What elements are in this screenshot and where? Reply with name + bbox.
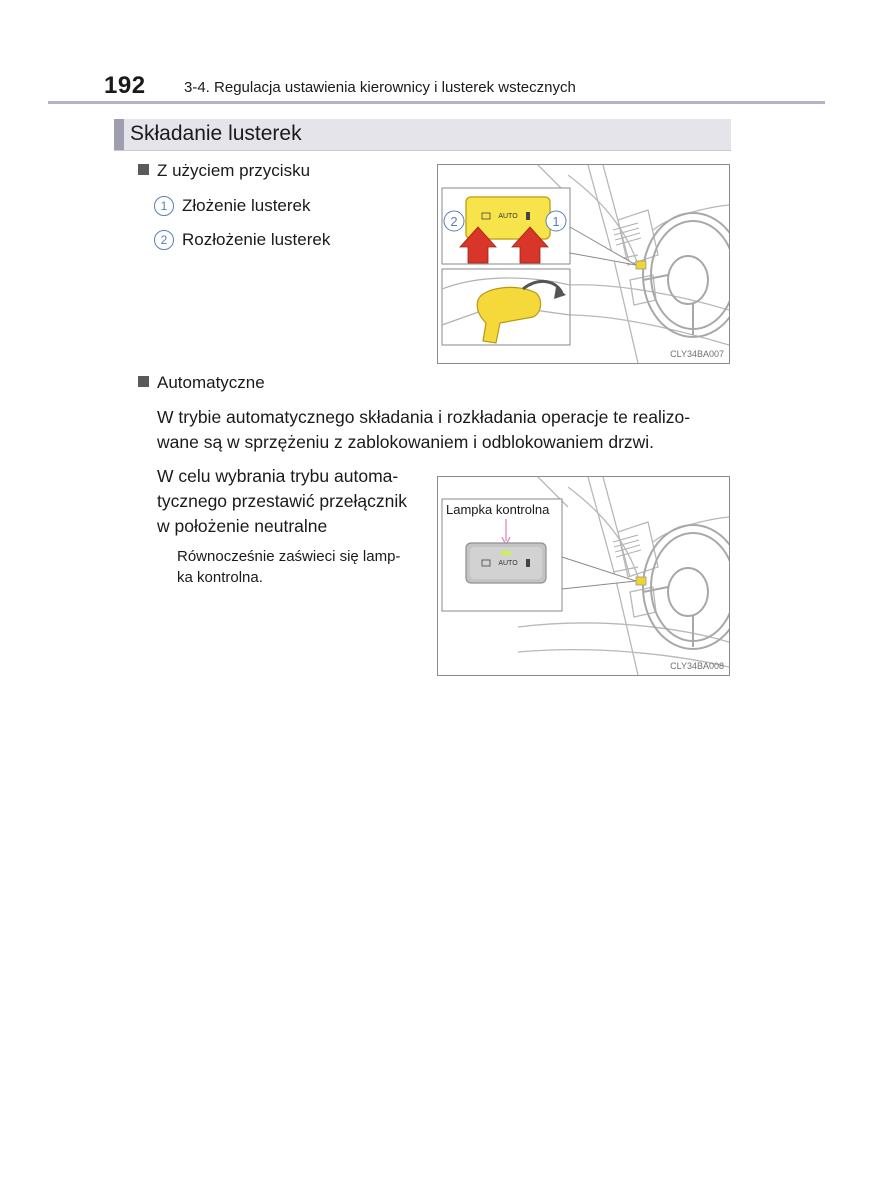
square-bullet-icon — [138, 376, 149, 387]
list-item — [154, 196, 311, 216]
paragraph-line: tycznego przestawić przełącznik — [157, 491, 407, 511]
list-item-text: Złożenie lusterek — [182, 196, 311, 215]
switch-label: AUTO — [498, 560, 518, 567]
figure-indicator-lamp — [437, 476, 730, 676]
header-rule — [48, 101, 825, 104]
figure-code: CLY34BA008 — [670, 661, 724, 671]
circled-number: 2 — [154, 230, 174, 250]
dashboard-illustration — [438, 165, 729, 363]
switch-label: AUTO — [498, 213, 518, 220]
list-item — [154, 230, 330, 250]
paragraph-line: wane są w sprzężeniu z zablokowaniem i odblokowaniem drzwi. — [157, 432, 655, 452]
section-title: Składanie lusterek — [130, 122, 302, 145]
lamp-label: Lampka kontrolna — [446, 502, 550, 517]
list-item-text: Rozłożenie lusterek — [182, 230, 331, 249]
figure-code: CLY34BA007 — [670, 349, 724, 359]
circled-number: 1 — [154, 196, 174, 216]
section-header — [114, 119, 731, 151]
section-accent — [114, 119, 124, 150]
running-head: 3-4. Regulacja ustawienia kierownicy i lusterek wstecznych — [184, 79, 576, 96]
paragraph-line: w położenie neutralne — [157, 516, 328, 536]
subheading-auto-label: Automatyczne — [157, 373, 265, 392]
subheading-auto — [138, 373, 265, 393]
note-line: Równocześnie zaświeci się lamp- — [177, 548, 401, 565]
callout-number: 1 — [552, 214, 560, 229]
figure-mirror-fold — [437, 164, 730, 364]
subheading-button-label: Z użyciem przycisku — [157, 161, 311, 180]
page-number: 192 — [104, 72, 146, 99]
square-bullet-icon — [138, 164, 149, 175]
subheading-button — [138, 161, 310, 181]
paragraph-line: W celu wybrania trybu automa- — [157, 466, 399, 486]
note-line: ka kontrolna. — [177, 569, 263, 586]
callout-number: 2 — [450, 214, 458, 229]
paragraph-line: W trybie automatycznego składania i rozkładania operacje te realizo- — [157, 407, 691, 427]
